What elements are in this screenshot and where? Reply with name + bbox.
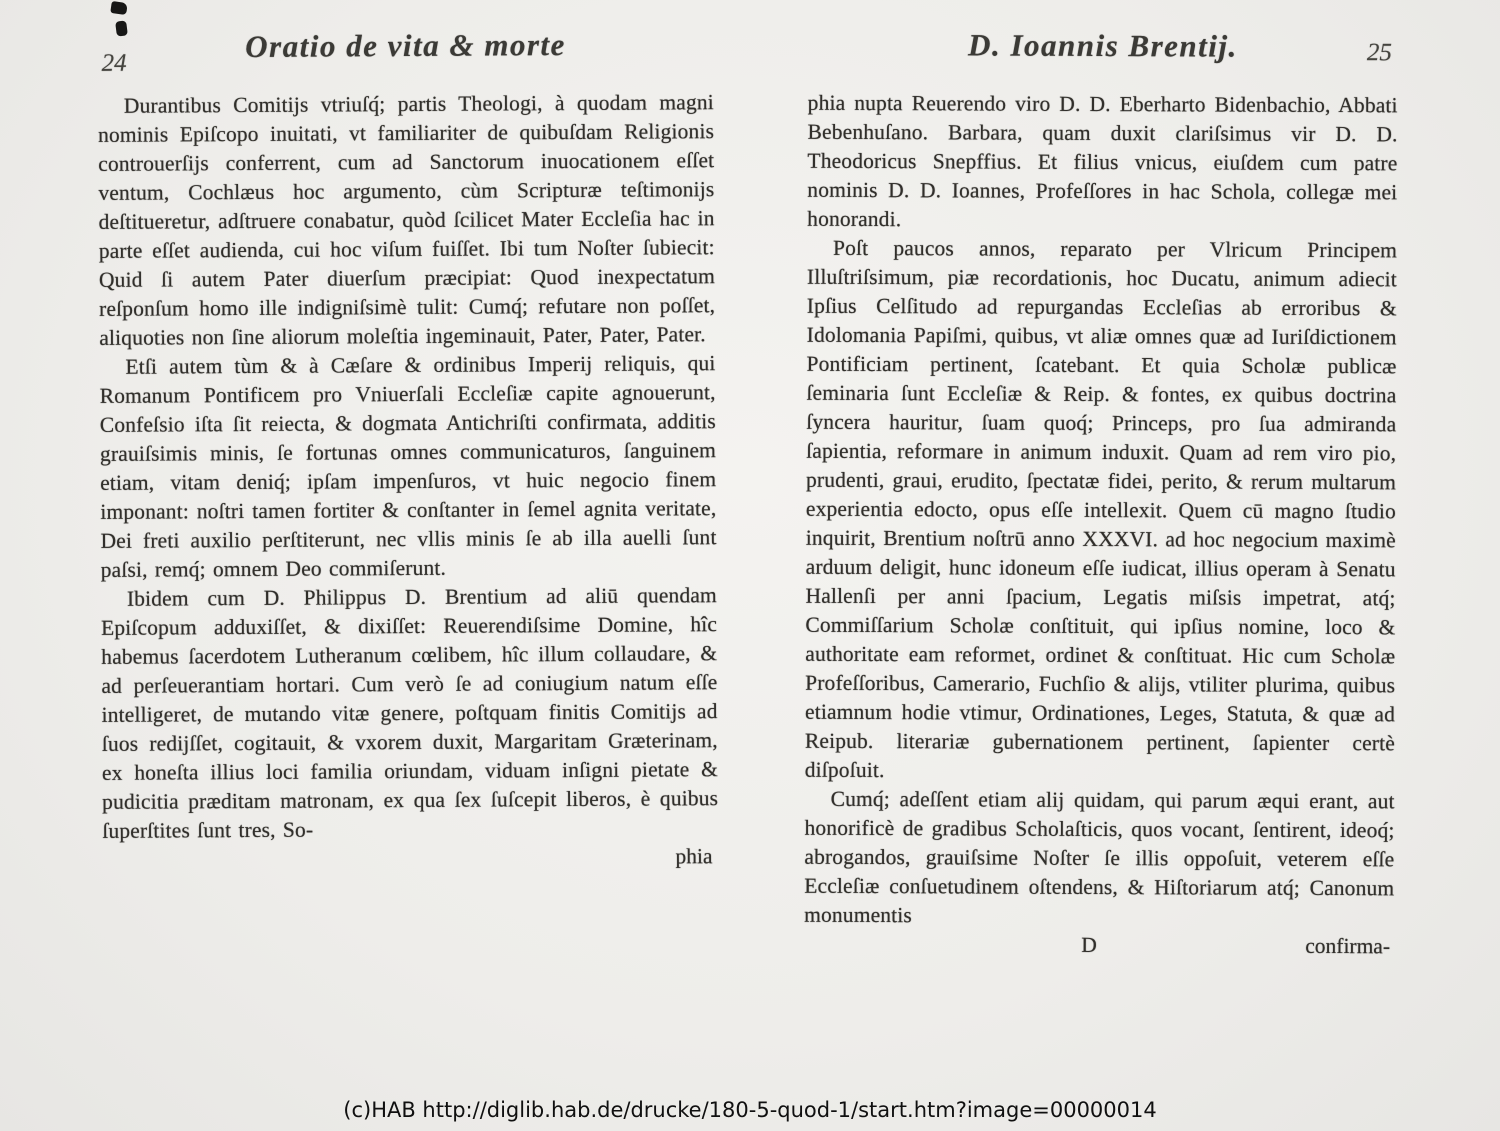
left-running-title: Oratio de vita & morte [245,27,566,64]
right-catchword: confirma- [1305,933,1391,959]
scan-artifact [110,1,128,15]
left-paragraph-1: Durantibus Comitijs vtriuſq́; partis Theologi, à quodam magni nominis Epiſcopo inuitati, vt familiariter de quibuſdam Religionis controuerſijs conferrent, cum ad Sanctorum inuocationem eſſet ventum, Cochlæus hoc argumento, cùm Scripturæ teſtimonijs deſtitueretur, adſtruere conabatur, quòd ſcilicet Mater Eccleſia hac in parte eſſet audienda, cui hoc viſum fuiſſet. Ibi tum Noſter ſubiecit: Quid ſi autem Pater diuerſum præcipiat: Quod inexpectatum reſponſum homo ille indigniſsimè tulit: Cumq́; refutare non poſſet, aliquoties non ſine aliorum moleſtia ingeminauit, Pater, Pater, Pater. [97,90,716,350]
left-page [97,26,718,875]
left-catchword-line [102,842,718,875]
right-running-title: D. Ioannis Brentij. [968,27,1238,64]
left-catchword: phia [675,844,713,869]
right-signature-line [804,930,1394,963]
left-page-number: 24 [101,49,127,77]
copyright-caption: (c)HAB http://diglib.hab.de/drucke/180-5-quod-1/start.htm?image=00000014 [343,1098,1157,1122]
signature-mark: D [1081,932,1097,957]
right-paragraph-3: Cumq́; adeſſent etiam alij quidam, qui parum æqui erant, aut honorificè de gradibus Scholaſticis, quos vocant, ſentirent, ideoq́; abrogandos, grauiſsime Noſter ſe illis oppoſuit, veterem eſſe Eccleſiæ conſuetudinem oſtendens, & Hiſtoriarum atq́; Canonum monumentis [804,786,1395,928]
left-page-header [97,26,713,84]
right-page [804,27,1398,963]
right-paragraph-1: phia nupta Reuerendo viro D. D. Eberharto Bidenbachio, Abbati Bebenhuſano. Barbara, quam duxit clariſsimus vir D. D. Theodoricus Snepffius. Et filius vnicus, eiuſdem cum patre nominis D. D. Ioannes, Profeſſores in hac Schola, collegæ mei honorandi. [807,90,1398,232]
right-paragraph-2: Poſt paucos annos, reparato per Vlricum Principem Illuſtriſsimum, piæ recordationis, hoc Ducatu, animum adiecit Ipſius Celſitudo ad repurgandas Eccleſias ab erroribus & Idolomania Papiſmi, quibus, vt aliæ omnes quæ ad Iuriſdictionem Pontificiam pertinent, ſcatebant. Et quia Scholæ publicæ ſeminaria ſunt Eccleſiæ & Reip. & fontes, ex quibus doctrina ſyncera hauritur, ſuam quoq́; Princeps, pro ſua admiranda ſapientia, reformare in animum induxit. Quam ad rem viro pio, prudenti, graui, erudito, ſpectatæ fidei, perito, & rerum multarum experientia edocto, opus eſſe intellexit. Quem cū magno ſtudio inquirit, Brentium noſtrū anno XXXVI. ad hoc negocium maximè arduum deligit, hunc idoneum eſſe iudicat, illius operam à Senatu Hallenſi per anni ſpacium, Legatis miſsis impetrat, atq́; Commiſſarium Scholæ conſtituit, qui ipſius nomine, loco & authoritate eam reformet, ordinet & conſtituat. Hic cum Scholæ Profeſſoribus, Camerario, Fuchſio & alijs, vtiliter plurima, quibus etiamnum hodie vtimur, Ordinationes, Leges, Statuta, & quæ ad Reipub. literariæ gubernationem pertinent, ſapienter certè diſpoſuit. [804,235,1398,783]
right-page-header [808,27,1398,84]
left-page-body [98,86,719,875]
right-page-number: 25 [1366,39,1392,67]
right-page-body [804,87,1398,963]
left-paragraph-3: Ibidem cum D. Philippus D. Brentium ad aliū quendam Epiſcopum adduxiſſet, & dixiſſet: Reuerendiſsime Domine, hîc habemus ſacerdotem Lutheranum cœlibem, hîc illum collaudare, & ad perſeuerantiam hortari. Cum verò ſe ad coniugium natum eſſe intelligeret, de mutando vitæ genere, poſtquam finitis Comitijs ad ſuos redijſſet, cogitauit, & vxorem duxit, Margaritam Græterinam, ex honeſta illius loci familia oriundam, viduam inſigni pietate & pudicitia præditam matronam, ex qua ſex ſuſcepit liberos, è quibus ſuperſtites ſunt tres, So- [101,583,719,843]
left-paragraph-2: Etſi autem tùm & à Cæſare & ordinibus Imperij reliquis, qui Romanum Pontificem pro Vniuerſali Eccleſiæ capite agnouerunt, Confeſsio iſta ſit reiecta, & dogmata Antichriſti confirmata, additis grauiſsimis minis, ſe fortunas omnes communicaturos, ſanguinem etiam, vitam deniq́; ipſam impenſuros, vt huic negocio finem imponant: noſtri tamen fortiter & conſtanter in ſemel agnita veritate, Dei freti auxilio perſtiterunt, nec vllis minis ſe ab illa auelli ſunt paſsi, remq́; omnem Deo commiſerunt. [99,351,717,582]
